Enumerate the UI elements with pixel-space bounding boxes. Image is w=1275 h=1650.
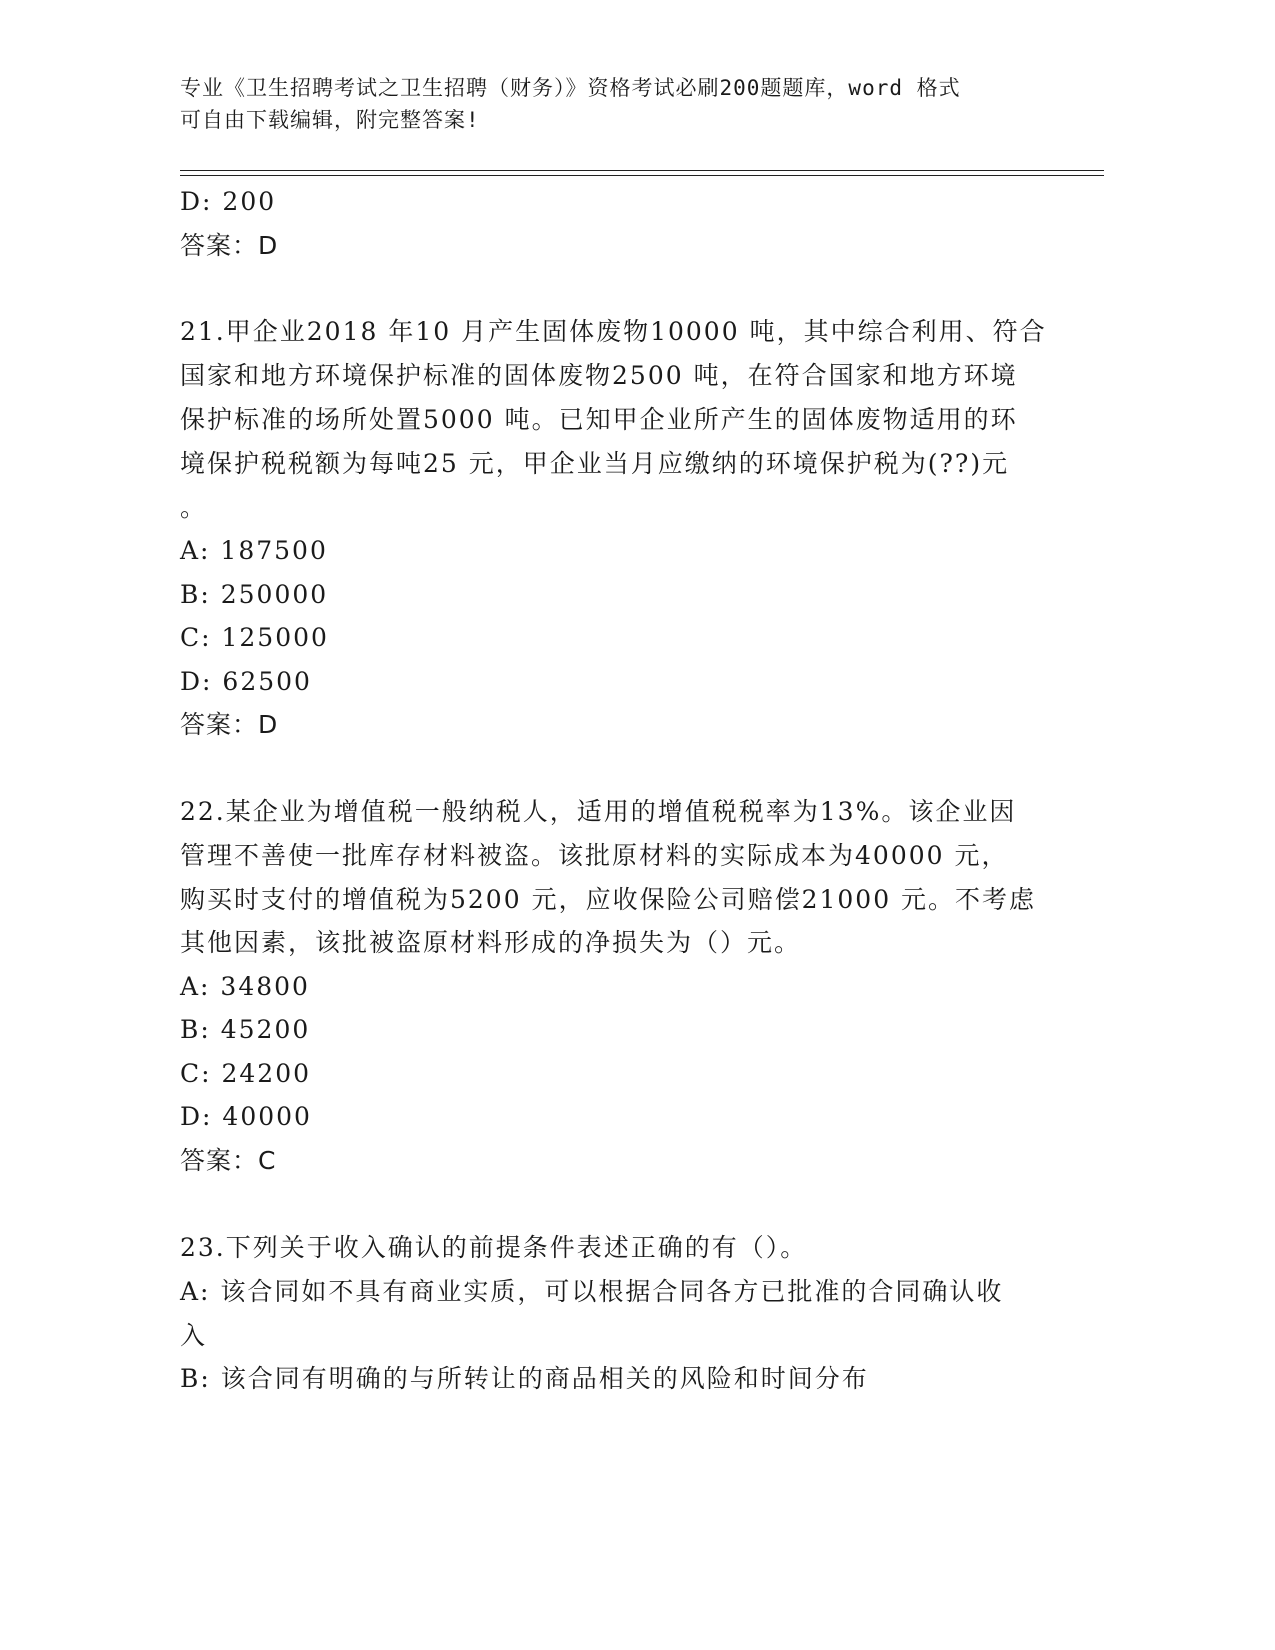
prev-option-d: D: 200	[180, 187, 277, 216]
q22-line-1: 22.某企业为增值税一般纳税人，适用的增值税税率为13%。该企业因	[180, 797, 1017, 826]
q23-option-a-cont: 入	[180, 1321, 208, 1350]
q22-line-2: 管理不善使一批库存材料被盗。该批原材料的实际成本为40000 元，	[180, 841, 1009, 870]
header-divider-top	[180, 170, 1104, 171]
header-line-1: 专业《卫生招聘考试之卫生招聘（财务）》资格考试必刷200题题库，word 格式	[180, 76, 961, 100]
q21-option-a: A: 187500	[180, 536, 328, 565]
q21-answer: 答案：D	[180, 710, 279, 739]
prev-answer: 答案：D	[180, 231, 279, 260]
q21-option-d: D: 62500	[180, 667, 312, 696]
q21-line-3: 保护标准的场所处置5000 吨。已知甲企业所产生的固体废物适用的环	[180, 405, 1018, 434]
document-header	[180, 72, 1040, 136]
q22-answer: 答案：C	[180, 1146, 277, 1175]
q21-option-c: C: 125000	[180, 623, 329, 652]
q22-option-b: B: 45200	[180, 1015, 311, 1044]
q21-line-1: 21.甲企业2018 年10 月产生固体废物10000 吨，其中综合利用、符合	[180, 317, 1047, 346]
q22-option-d: D: 40000	[180, 1102, 312, 1131]
q22-line-4: 其他因素，该批被盗原材料形成的净损失为（）元。	[180, 928, 802, 957]
q23-option-b: B: 该合同有明确的与所转让的商品相关的风险和时间分布	[180, 1364, 869, 1393]
header-line-2: 可自由下载编辑，附完整答案!	[180, 108, 480, 132]
q21-option-b: B: 250000	[180, 580, 329, 609]
q22-option-c: C: 24200	[180, 1059, 312, 1088]
q22-option-a: A: 34800	[180, 972, 310, 1001]
q23-line-1: 23.下列关于收入确认的前提条件表述正确的有（）。	[180, 1233, 808, 1262]
q22-line-3: 购买时支付的增值税为5200 元，应收保险公司赔偿21000 元。不考虑	[180, 885, 1037, 914]
q21-line-2: 国家和地方环境保护标准的固体废物2500 吨，在符合国家和地方环境	[180, 361, 1018, 390]
header-divider-bottom	[180, 175, 1104, 176]
q21-line-5: 。	[180, 493, 208, 522]
q21-line-4: 境保护税税额为每吨25 元，甲企业当月应缴纳的环境保护税为(??)元	[180, 449, 1010, 478]
q23-option-a: A: 该合同如不具有商业实质，可以根据合同各方已批准的合同确认收	[180, 1277, 1004, 1306]
